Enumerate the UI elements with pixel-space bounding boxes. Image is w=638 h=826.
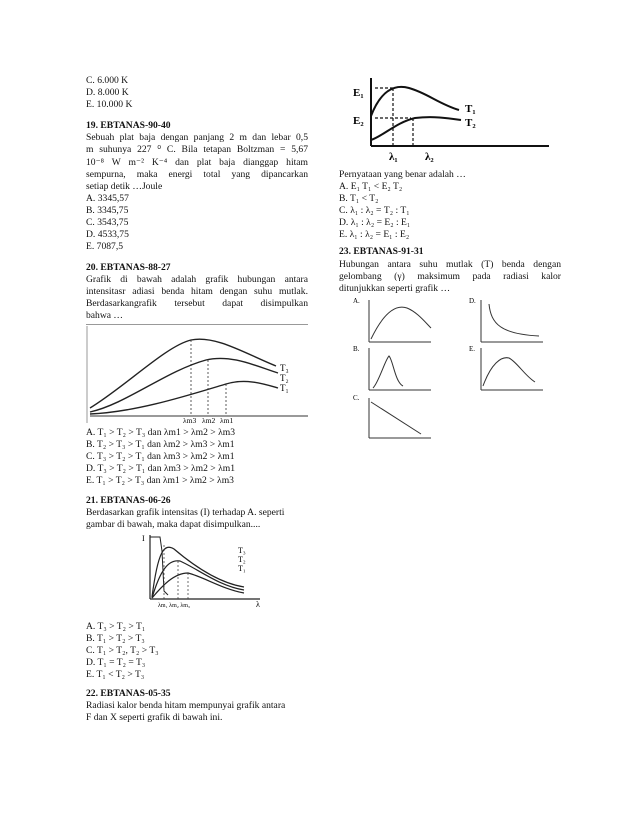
q20-option-c: C. T₃ > T₂ > T₁ dan λm3 > λm2 > λm1 [86, 451, 235, 462]
q21-text-line: gambar di bawah, maka dapat disimpulkan.... [86, 519, 261, 530]
q21-option-d: D. T₁ = T₂ = T₃ [86, 657, 146, 668]
q20-label-lm3: λm3 [183, 416, 197, 423]
q22-text-line: F dan X seperti grafik di bawah ini. [86, 712, 223, 723]
q19-option-c: C. 3543,75 [86, 217, 129, 228]
q20-divider [86, 324, 308, 325]
q21-text-line: Berdasarkan grafik intensitas (I) terhadap A. seperti [86, 507, 285, 518]
q20-heading: 20. EBTANAS-88-27 [86, 262, 171, 273]
q21-axis-x-label: λ [256, 600, 260, 609]
q20-text-line: Berdasarkangrafik tersebut dapat disimpulkan [86, 298, 308, 309]
q23-heading: 23. EBTANAS-91-31 [339, 246, 424, 257]
q21-heading: 21. EBTANAS-06-26 [86, 495, 171, 506]
q19-text-line: 10⁻⁸ W m⁻² K⁻⁴ dan plat baja dianggap hitam [86, 157, 308, 168]
q20-text-line: Grafik di bawah adalah grafik hubungan antara [86, 274, 308, 285]
q22-graph [353, 76, 553, 168]
q20-label-lm1: λm1 [220, 416, 234, 423]
q20-text-line: intensitasr adiasi benda hitam dengan suhu mutlak. [86, 286, 308, 297]
q22-label-t1: T₁ [465, 103, 476, 115]
option-c-prev: C. 6.000 K [86, 75, 129, 86]
option-d-prev: D. 8.000 K [86, 87, 129, 98]
q23-label-a: A. [353, 297, 360, 305]
q20-option-d: D. T₃ > T₂ > T₁ dan λm3 > λm2 > λm1 [86, 463, 236, 474]
q23-label-e: E. [469, 345, 476, 353]
q19-option-d: D. 4533,75 [86, 229, 129, 240]
q23-text-line: ditunjukkan seperti grafik … [339, 283, 451, 294]
q21-option-a: A. T₃ > T₂ > T₁ [86, 621, 146, 632]
q21-option-e: E. T₁ < T₂ > T₃ [86, 669, 145, 680]
q20-option-e: E. T₁ > T₂ > T₃ dan λm1 > λm2 > λm3 [86, 475, 234, 486]
q21-label-t1: T₁ [238, 564, 246, 573]
q22-option-d: D. λ₁ : λ₂ = E₂ : E₁ [339, 217, 411, 228]
q20-graph [86, 326, 308, 423]
q19-option-a: A. 3345,57 [86, 193, 129, 204]
q22-text-line: Radiasi kalor benda hitam mempunyai grafik antara [86, 700, 286, 711]
q21-label-lm: λm₁ λm₂ λm₃ [158, 603, 191, 609]
q23-graphs [349, 294, 561, 444]
q22-option-e: E. λ₁ : λ₂ = E₁ : E₂ [339, 229, 410, 240]
q19-option-b: B. 3345,75 [86, 205, 129, 216]
q20-label-lm2: λm2 [202, 416, 216, 423]
q22-label-l2: λ₂ [425, 151, 434, 163]
q22-heading: 22. EBTANAS-05-35 [86, 688, 171, 699]
q20-label-t3: T₃ [280, 363, 289, 373]
q21-option-c: C. T₁ > T₂, T₂ > T₃ [86, 645, 159, 656]
q23-text-line: Hubungan antara suhu mutlak (T) benda dengan [339, 259, 561, 270]
q19-text-line: m suhunya 227 ⁰ C. Bila tetapan Boltzman = 5,67 [86, 144, 308, 155]
option-e-prev: E. 10.000 K [86, 99, 133, 110]
q22-question: Pernyataan yang benar adalah … [339, 169, 466, 180]
q22-label-e1: E₁ [353, 87, 364, 99]
q21-axis-y-label: I [142, 534, 145, 543]
q23-label-b: B. [353, 345, 360, 353]
q20-option-b: B. T₂ > T₃ > T₁ dan λm2 > λm3 > λm1 [86, 439, 235, 450]
q21-graph [134, 531, 266, 609]
q20-label-t2: T₂ [280, 373, 289, 383]
q22-option-b: B. T₁ < T₂ [339, 193, 379, 204]
q19-text-line: sempurna, maka energi total yang dipancarkan [86, 169, 308, 180]
q22-label-l1: λ₁ [389, 151, 398, 163]
q22-option-c: C. λ₁ : λ₂ = T₂ : T₁ [339, 205, 410, 216]
q23-text-line: gelombang (γ) maksimum pada radiasi kalor [339, 271, 561, 282]
q21-label-t3: T₃ [238, 546, 246, 555]
q22-label-e2: E₂ [353, 115, 364, 127]
q21-label-t2: T₂ [238, 555, 246, 564]
q19-heading: 19. EBTANAS-90-40 [86, 120, 171, 131]
q21-option-b: B. T₁ > T₂ > T₃ [86, 633, 145, 644]
q20-text-line: bahwa … [86, 310, 124, 321]
q23-label-d: D. [469, 297, 476, 305]
q23-label-c: C. [353, 394, 360, 402]
q22-label-t2: T₂ [465, 117, 476, 129]
q19-text-line: Sebuah plat baja dengan panjang 2 m dan lebar 0,5 [86, 132, 308, 143]
q19-text-line: setiap detik …Joule [86, 181, 163, 192]
q20-label-t1: T₁ [280, 383, 289, 393]
q22-option-a: A. E₁ T₁ < E₂ T₂ [339, 181, 403, 192]
q20-option-a: A. T₁ > T₂ > T₃ dan λm1 > λm2 > λm3 [86, 427, 236, 438]
q19-option-e: E. 7087,5 [86, 241, 124, 252]
